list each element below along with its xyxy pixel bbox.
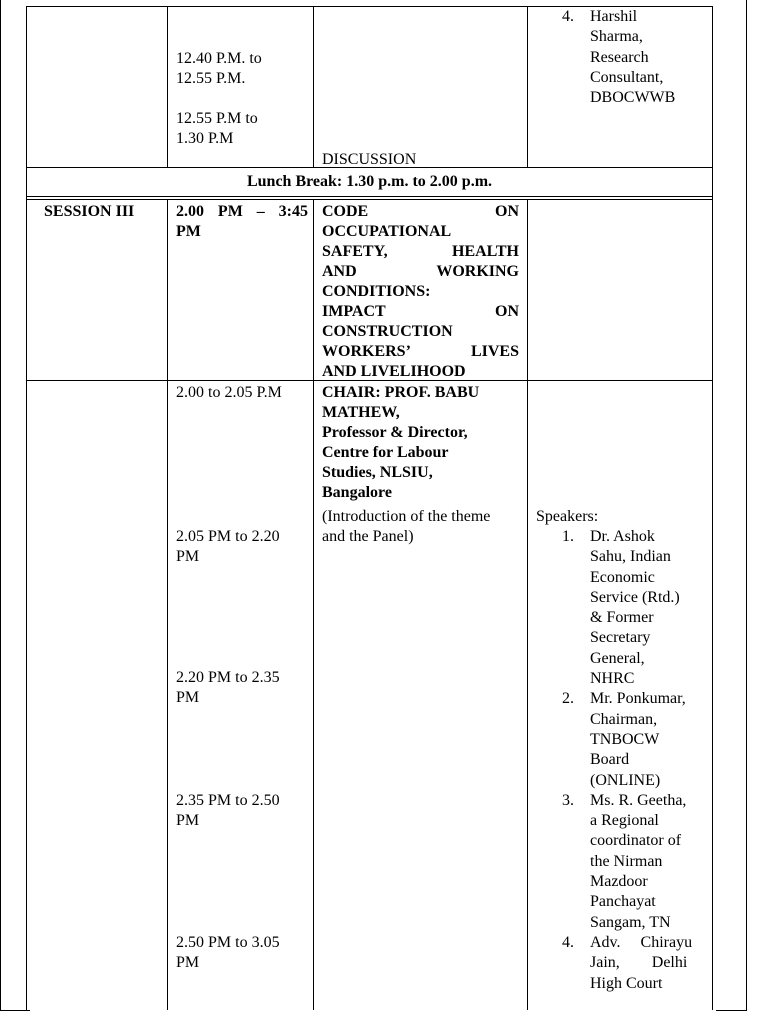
page-border-bottom-left <box>0 1010 30 1011</box>
time-slot: 12.55 P.M to 1.30 P.M <box>176 110 258 147</box>
speaker-number: 3. <box>562 791 574 809</box>
panel-introduction: (Introduction of the theme and the Panel) <box>322 508 491 545</box>
column-divider <box>313 6 314 168</box>
speaker-list-top <box>562 7 712 108</box>
session-time: 2.00 PM – 3:45 PM <box>176 203 308 240</box>
speaker-number: 4. <box>562 933 574 951</box>
speaker-item: 4. Adv. Chirayu Jain, Delhi High Court <box>562 933 693 992</box>
speaker-number: 4. <box>562 8 574 25</box>
speaker-number: 1. <box>562 528 574 545</box>
speakers-heading: Speakers: <box>536 508 599 525</box>
column-divider <box>167 6 168 168</box>
column-divider <box>527 199 528 1010</box>
page-border-left <box>0 0 1 1010</box>
session-label: SESSION III <box>44 203 135 220</box>
time-slot: 2.05 PM to 2.20 PM <box>176 528 280 565</box>
speaker-number: 2. <box>562 690 574 708</box>
discussion-label: DISCUSSION <box>322 151 417 168</box>
time-slot: 12.40 P.M. to 12.55 P.M. <box>176 50 262 87</box>
speaker-item: 4. Harshil Sharma, Research Consultant, DBOCWWB <box>562 8 676 107</box>
page-border-bottom-right <box>716 1010 747 1011</box>
speaker-item: 1. Dr. Ashok Sahu, Indian Economic Service (Rtd.) & Former Secretary General, NHRC <box>562 528 680 688</box>
session-title: CODE ON OCCUPATIONAL SAFETY, HEALTH AND WORKING CONDITIONS: IMPACT ON CONSTRUCTION WORKERS’ LIVES AND LIVELIHOOD <box>322 203 519 380</box>
time-slot: 2.35 PM to 2.50 PM <box>176 792 280 829</box>
page-border-right <box>746 0 747 1011</box>
speaker-item: 2. Mr. Ponkumar, Chairman, TNBOCW Board (ONLINE) <box>562 690 686 789</box>
column-divider <box>167 199 168 1010</box>
column-divider <box>527 6 528 168</box>
table-right-border <box>712 6 713 1010</box>
table-left-border <box>26 6 27 1010</box>
row-divider <box>26 196 713 197</box>
speaker-list <box>562 527 710 994</box>
time-slot: 2.00 to 2.05 P.M <box>176 384 282 401</box>
speaker-item: 3. Ms. R. Geetha, a Regional coordinator of the Nirman Mazdoor Panchayat Sangam, TN <box>562 791 687 931</box>
lunch-break: Lunch Break: 1.30 p.m. to 2.00 p.m. <box>246 173 493 190</box>
row-divider <box>26 199 713 200</box>
chair-info: CHAIR: PROF. BABU MATHEW, Professor & Director, Centre for Labour Studies, NLSIU, Bangalore <box>322 384 480 501</box>
time-slot: 2.20 PM to 2.35 PM <box>176 669 280 706</box>
time-slot: 2.50 PM to 3.05 PM <box>176 934 280 971</box>
column-divider <box>313 199 314 1010</box>
